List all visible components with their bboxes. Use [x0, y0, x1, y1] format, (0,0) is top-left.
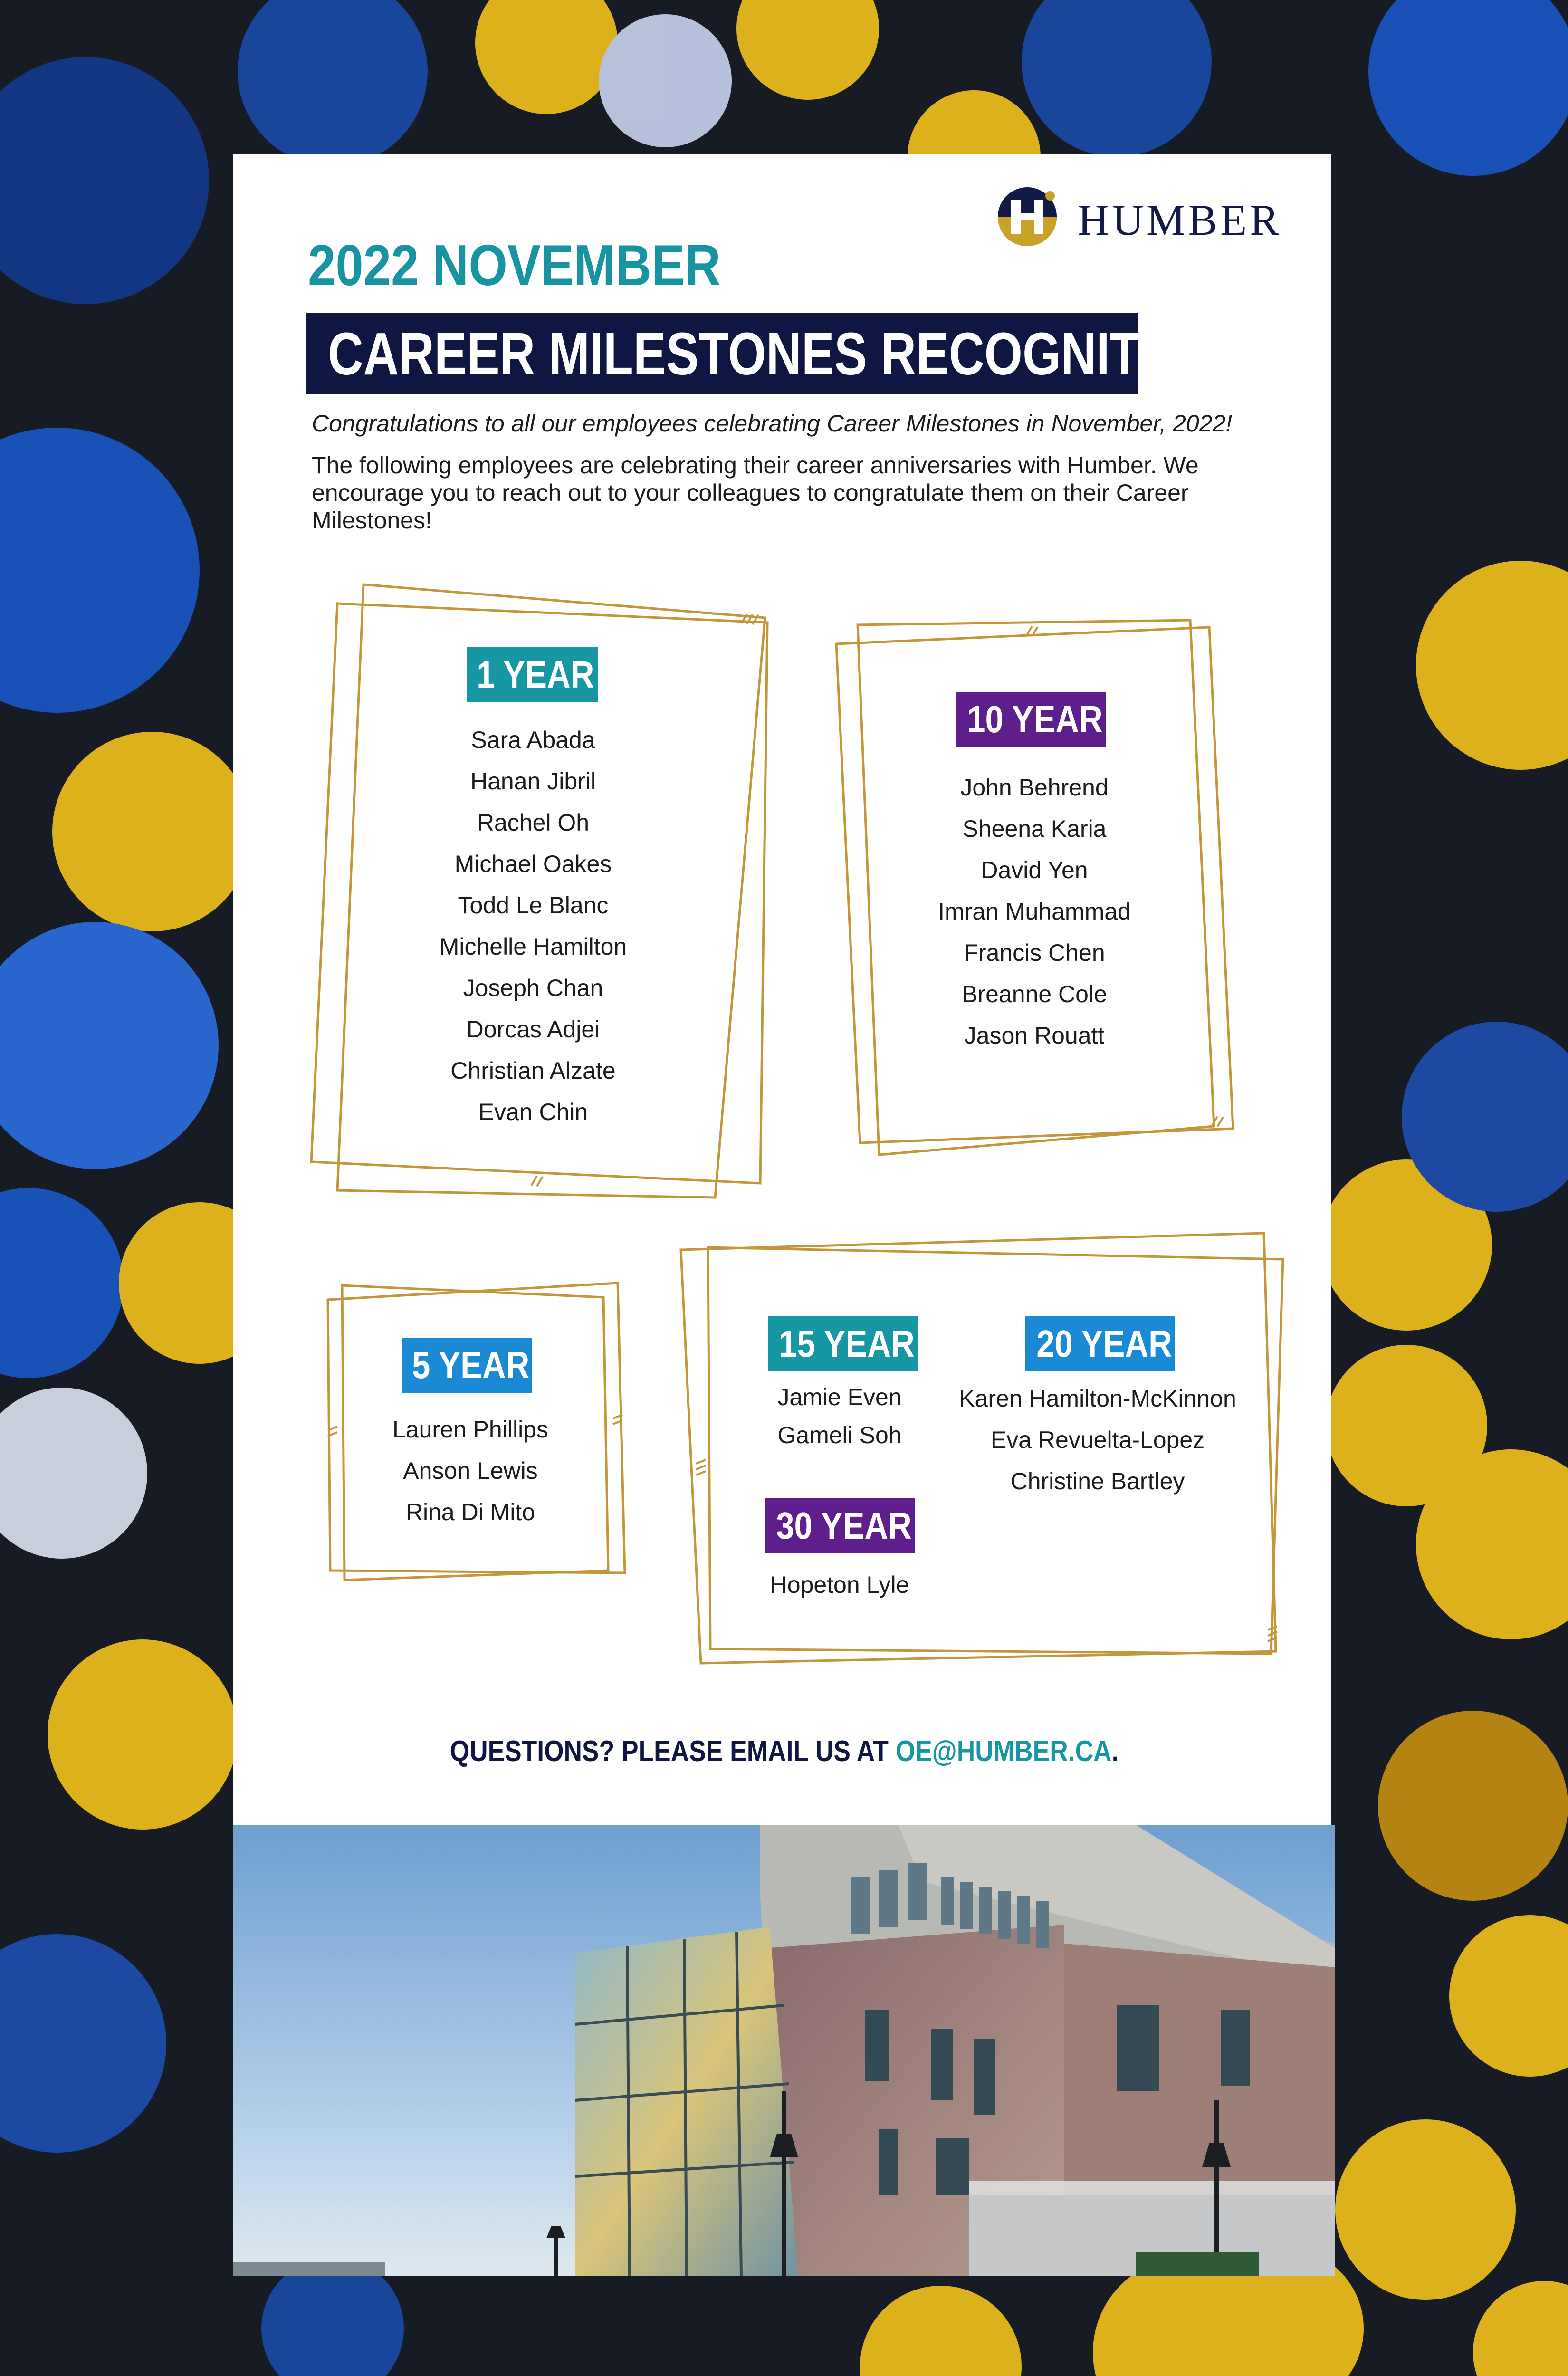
- list-item: Michelle Hamilton: [439, 933, 627, 960]
- list-item: Karen Hamilton-McKinnon: [959, 1385, 1236, 1412]
- list-item: Hopeton Lyle: [770, 1571, 909, 1598]
- list-item: Lauren Phillips: [392, 1416, 548, 1443]
- badge-1-year: 1 YEAR: [467, 647, 598, 702]
- list-item: Todd Le Blanc: [458, 892, 609, 919]
- list-item: Sheena Karia: [962, 815, 1107, 842]
- intro-paragraph: The following employees are celebrating their career anniversaries with Humber. We encourage you to reach out to your colleagues to congratulate them on their Career Milestones!: [312, 452, 1199, 534]
- contact-suffix: .: [1111, 1735, 1119, 1768]
- list-item: Sara Abada: [471, 727, 595, 753]
- list-item: Jason Rouatt: [964, 1022, 1105, 1049]
- list-item: Anson Lewis: [403, 1457, 538, 1484]
- list-item: Rina Di Mito: [405, 1499, 535, 1525]
- badge-10-year: 10 YEAR: [956, 692, 1106, 747]
- page-title: CAREER MILESTONES RECOGNITION: [328, 320, 1227, 387]
- list-item: Evan Chin: [478, 1099, 588, 1125]
- badge-5-year: 5 YEAR: [402, 1338, 532, 1393]
- list-item: Michael Oakes: [454, 851, 612, 877]
- contact-email-link[interactable]: OE@HUMBER.CA: [895, 1735, 1112, 1768]
- names-20-year: [931, 1378, 1264, 1502]
- list-item: Gameli Soh: [777, 1422, 902, 1448]
- humber-wordmark: HUMBER: [1078, 196, 1282, 244]
- names-10-year: [892, 767, 1177, 1056]
- list-item: Dorcas Adjei: [466, 1016, 600, 1043]
- list-item: Jamie Even: [777, 1384, 902, 1410]
- list-item: Rachel Oh: [477, 809, 590, 836]
- names-1-year: [391, 719, 676, 1133]
- badge-15-year: 15 YEAR: [768, 1316, 918, 1371]
- names-5-year: [328, 1409, 613, 1533]
- contact-line: [0, 1734, 1568, 1768]
- badge-30-year: 30 YEAR: [765, 1498, 915, 1553]
- list-item: Francis Chen: [964, 939, 1105, 966]
- list-item: Hanan Jibril: [470, 768, 596, 795]
- list-item: Eva Revuelta-Lopez: [990, 1427, 1205, 1453]
- list-item: Joseph Chan: [463, 975, 603, 1001]
- badge-20-year: 20 YEAR: [1025, 1316, 1175, 1371]
- list-item: John Behrend: [960, 774, 1109, 801]
- list-item: Christian Alzate: [450, 1057, 616, 1084]
- contact-prefix: QUESTIONS? PLEASE EMAIL US AT: [449, 1735, 896, 1768]
- names-30-year: [728, 1564, 951, 1606]
- list-item: Breanne Cole: [962, 981, 1107, 1007]
- names-15-year: [728, 1378, 951, 1454]
- month-heading: 2022 NOVEMBER: [308, 233, 721, 297]
- campus-building-photo: [233, 1825, 1335, 2276]
- list-item: Christine Bartley: [1010, 1468, 1185, 1495]
- list-item: David Yen: [981, 857, 1088, 883]
- congratulations-text: Congratulations to all our employees celebrating Career Milestones in November, 2022!: [312, 410, 1233, 437]
- list-item: Imran Muhammad: [938, 898, 1131, 925]
